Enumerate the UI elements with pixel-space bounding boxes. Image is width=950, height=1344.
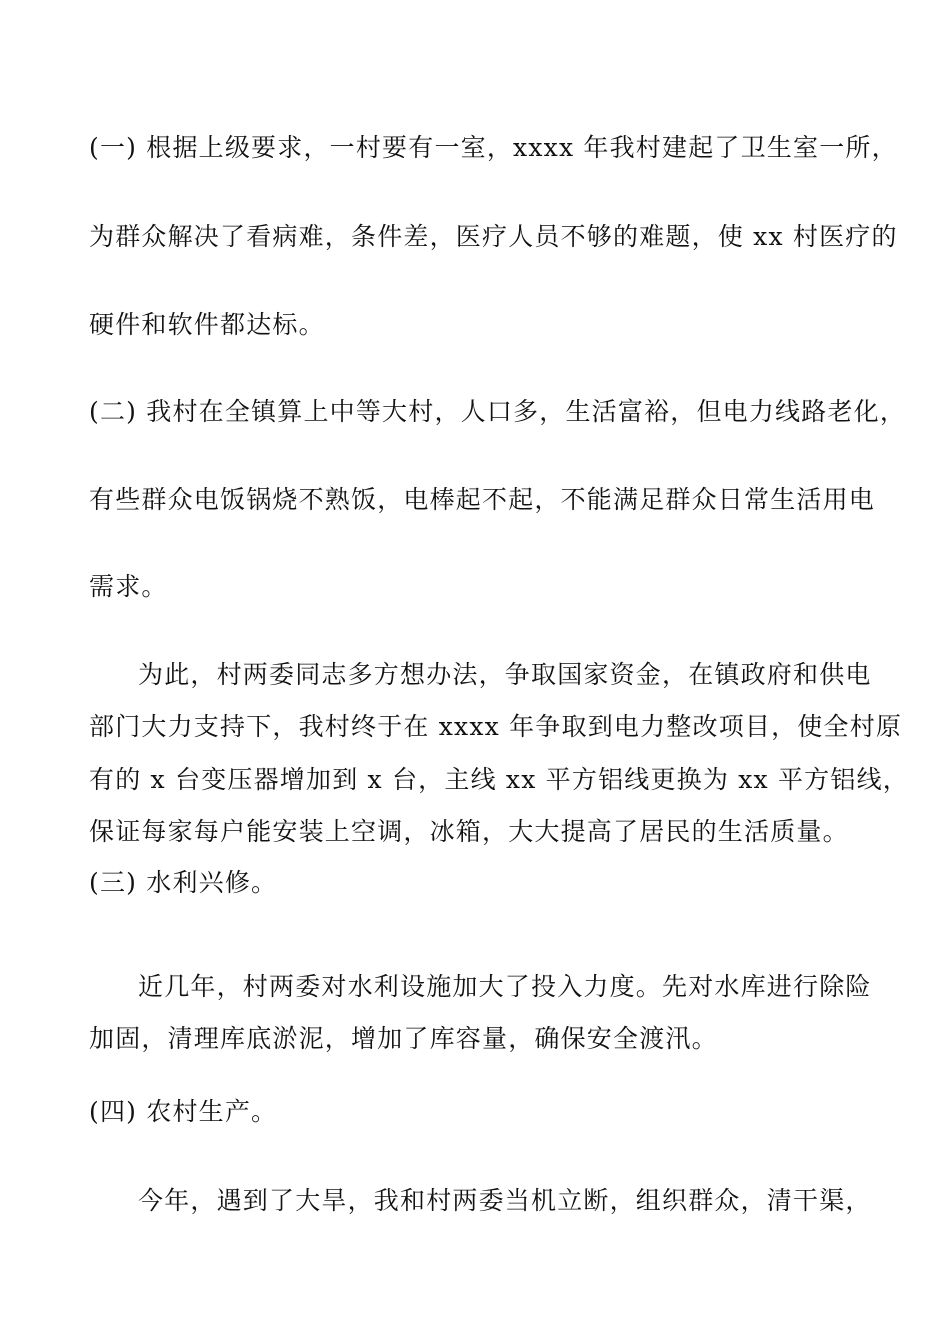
section-1-line-1: (一) 根据上级要求，一村要有一室，xxxx 年我村建起了卫生室一所， [89,133,898,162]
section-4-heading: (四) 农村生产。 [89,1097,278,1126]
paragraph-water-line-2: 加固，清理库底淤泥，增加了库容量，确保安全渡汛。 [89,1024,718,1053]
section-2-line-1: (二) 我村在全镇算上中等大村，人口多，生活富裕，但电力线路老化， [89,397,907,426]
section-2-line-2: 有些群众电饭锅烧不熟饭，电棒起不起，不能满足群众日常生活用电 [89,485,876,514]
paragraph-power-line-1: 为此，村两委同志多方想办法，争取国家资金，在镇政府和供电 [138,660,872,689]
section-1-line-3: 硬件和软件都达标。 [89,310,325,339]
section-3-heading: (三) 水利兴修。 [89,868,278,897]
paragraph-water-line-1: 近几年，村两委对水利设施加大了投入力度。先对水库进行除险 [138,972,872,1001]
paragraph-power-line-2: 部门大力支持下，我村终于在 xxxx 年争取到电力整改项目，使全村原 [89,712,903,741]
section-2-line-3: 需求。 [89,572,168,601]
paragraph-drought-line-1: 今年，遇到了大旱，我和村两委当机立断，组织群众，清干渠， [138,1186,872,1215]
section-1-line-2: 为群众解决了看病难，条件差，医疗人员不够的难题，使 xx 村医疗的 [89,222,898,251]
paragraph-power-line-3: 有的 x 台变压器增加到 x 台，主线 xx 平方铝线更换为 xx 平方铝线， [89,765,909,794]
paragraph-power-line-4: 保证每家每户能安装上空调，冰箱，大大提高了居民的生活质量。 [89,817,849,846]
